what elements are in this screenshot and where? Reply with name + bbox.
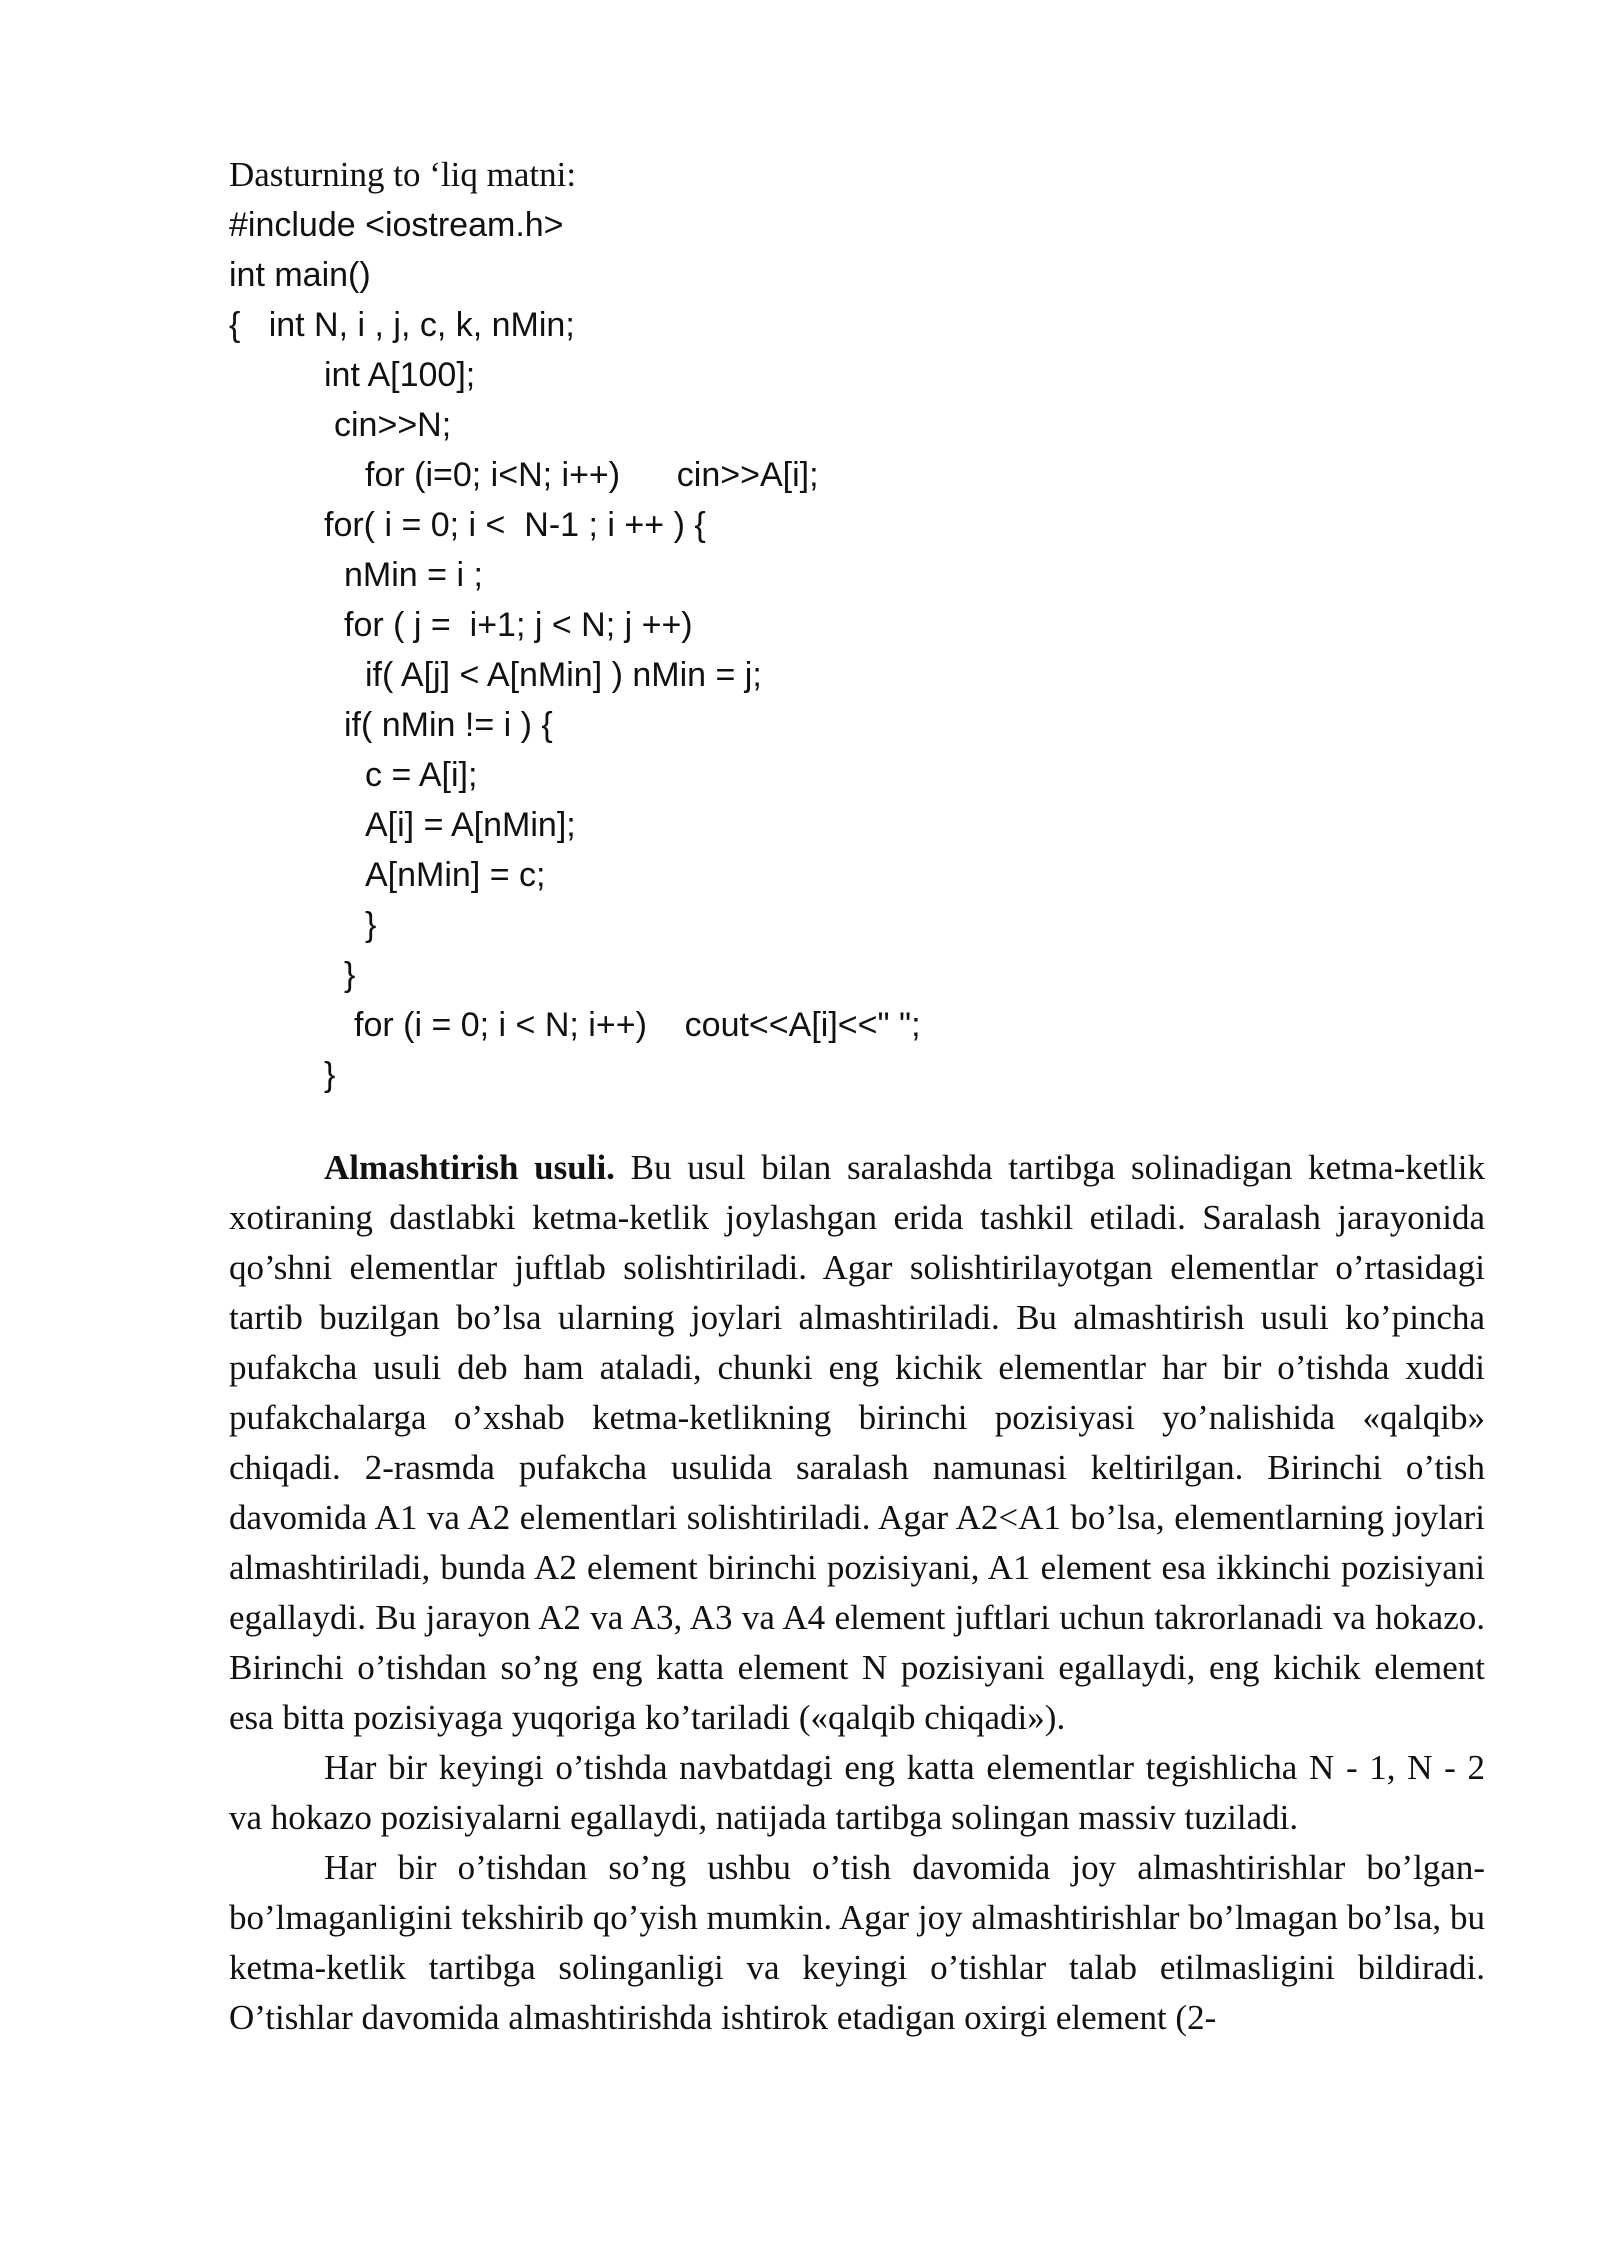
code-line: A[nMin] = c; [365,856,546,894]
code-line: for (i = 0; i < N; i++) cout<<A[i]<<" "; [354,1006,921,1044]
code-line: #include <iostream.h> [229,206,564,244]
code-line: A[i] = A[nMin]; [365,806,576,844]
code-line: if( nMin != i ) { [344,706,553,744]
code-line: { int N, i , j, c, k, nMin; [229,306,575,344]
code-line: for ( j = i+1; j < N; j ++) [344,606,693,644]
paragraph [229,1743,1485,1843]
code-line: int main() [229,256,371,294]
paragraph-text: Har bir o’tishdan so’ng ushbu o’tish davomida joy almashtirishlar bo’lgan-bo’lmaganligini tekshirib qo’yish mumkin. Agar joy almashtirishlar bo’lmagan bo’lsa, bu ketma-ketlik tartibga solinganligi va keyingi o’tishlar talab etilmasligini bildiradi. O’tishlar davomida almashtirishda ishtirok etadigan oxirgi element (2- [229,1848,1485,2037]
code-line: } [324,1056,336,1094]
code-line: c = A[i]; [365,756,478,794]
paragraph [229,1843,1485,2043]
body-text [229,1143,1485,2043]
section-heading: Almashtirish usuli. [324,1148,615,1187]
code-line: cin>>N; [334,406,452,444]
code-line: int A[100]; [324,356,476,394]
code-line: nMin = i ; [344,556,483,594]
code-line: } [365,906,377,944]
code-line: for (i=0; i<N; i++) cin>>A[i]; [365,456,819,494]
paragraph-text: Bu usul bilan saralashda tartibga solinadigan ketma-ketlik xotiraning dastlabki ketma-ketlik joylashgan erida tashkil etiladi. Saralash jarayonida qo’shni elementlar juftlab solishtiriladi. Agar solishtirilayotgan elementlar o’rtasidagi tartib buzilgan bo’lsa ularning joylari almashtiriladi. Bu almashtirish usuli ko’pincha pufakcha usuli deb ham ataladi, chunki eng kichik elementlar har bir o’tishda xuddi pufakchalarga o’xshab ketma-ketlikning birinchi pozisiyasi yo’nalishida «qalqib» chiqadi. 2-rasmda pufakcha usulida saralash namunasi keltirilgan. Birinchi o’tish davomida A1 va A2 elementlari solishtiriladi. Agar A2<A1 bo’lsa, elementlarning joylari almashtiriladi, bunda A2 element birinchi pozisiyani, A1 element esa ikkinchi pozisiyani egallaydi. Bu jarayon A2 va A3, A3 va A4 element juftlari uchun takrorlanadi va hokazo. Birinchi o’tishdan so’ng eng katta element N pozisiyani egallaydi, eng kichik element esa bitta pozisiyaga yuqoriga ko’tariladi («qalqib chiqadi»). [229,1148,1485,1737]
paragraph-almashtirish [229,1143,1485,1743]
paragraph-text: Har bir keyingi o’tishda navbatdagi eng katta elementlar tegishlicha N - 1, N - 2 va hokazo pozisiyalarni egallaydi, natijada tartibga solingan massiv tuziladi. [229,1748,1485,1837]
code-listing [229,200,1485,1100]
code-line: } [344,956,356,994]
intro-heading: Dasturning to ‘liq matni: [229,155,577,194]
code-line: for( i = 0; i < N-1 ; i ++ ) { [324,506,706,544]
code-line: if( A[j] < A[nMin] ) nMin = j; [365,656,762,694]
document-page [229,150,1485,2043]
